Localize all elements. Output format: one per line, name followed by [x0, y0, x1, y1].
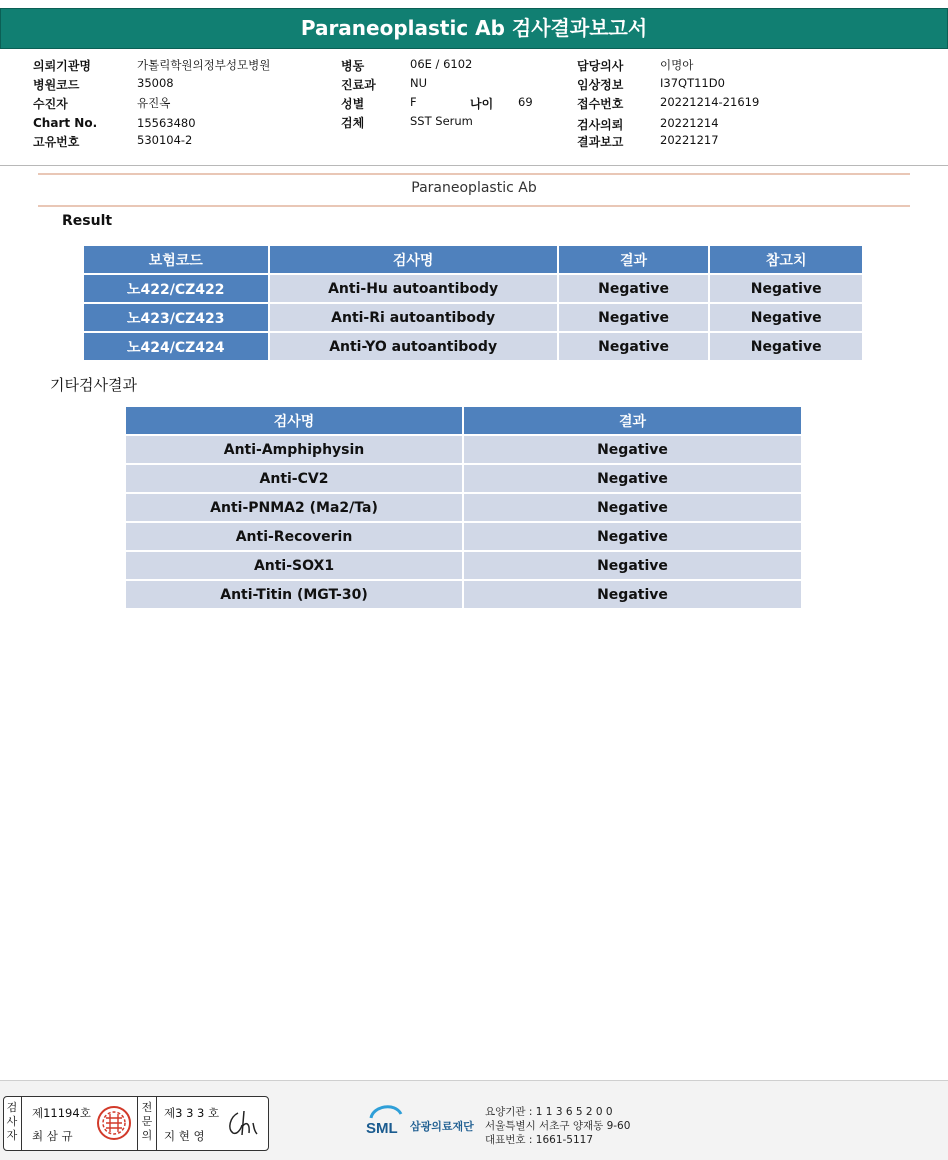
- header-divider: [0, 165, 948, 166]
- info-label-clinical-info: 임상정보: [577, 78, 624, 92]
- signature-divider: [21, 1097, 22, 1150]
- reference-cell: Negative: [710, 304, 862, 331]
- test-name-cell: Anti-Amphiphysin: [126, 436, 462, 463]
- info-label-request-date: 검사의뢰: [577, 118, 624, 132]
- table-row: [126, 465, 801, 492]
- specialist-label: [140, 1101, 154, 1143]
- info-value-physician: 이명아: [660, 58, 694, 72]
- info-value-hospital-code: 35008: [137, 76, 174, 90]
- info-value-report-date: 20221217: [660, 133, 719, 147]
- info-value-ward: 06E / 6102: [410, 57, 473, 71]
- test-name-cell: Anti-SOX1: [126, 552, 462, 579]
- signature-divider: [156, 1097, 157, 1150]
- table-row: [126, 494, 801, 521]
- col-header-result: 결과: [559, 246, 709, 273]
- handwritten-signature-icon: [224, 1107, 262, 1141]
- sml-logo-icon: [365, 1100, 407, 1142]
- info-label-report-date: 결과보고: [577, 135, 624, 149]
- info-label-hospital-code: 병원코드: [33, 78, 80, 92]
- section-bottom-divider: [38, 205, 910, 207]
- organization-phone: 대표번호 : 1661-5117: [485, 1134, 594, 1146]
- result-cell: Negative: [464, 552, 801, 579]
- test-name-cell: Anti-PNMA2 (Ma2/Ta): [126, 494, 462, 521]
- table-row: [126, 581, 801, 608]
- section-title: Paraneoplastic Ab: [411, 180, 537, 196]
- examiner-label-text: 검 사 자: [6, 1101, 18, 1142]
- result-cell: Negative: [559, 333, 709, 360]
- info-value-unique-no: 530104-2: [137, 133, 193, 147]
- info-label-department: 진료과: [341, 78, 376, 92]
- info-label-institution: 의뢰기관명: [33, 59, 91, 73]
- result-cell: Negative: [464, 494, 801, 521]
- info-label-age: 나이: [470, 97, 494, 111]
- info-value-request-date: 20221214: [660, 116, 719, 130]
- info-value-age: 69: [518, 95, 533, 109]
- insurance-code-cell: 노422/CZ422: [84, 275, 268, 302]
- test-name-cell: Anti-CV2: [126, 465, 462, 492]
- col-header-test-name: 검사명: [270, 246, 557, 273]
- info-label-unique-no: 고유번호: [33, 135, 80, 149]
- examiner-label: [5, 1101, 19, 1143]
- examiner-name: 최 삼 규: [32, 1129, 73, 1143]
- other-table-header-row: [126, 407, 801, 434]
- info-label-sex: 성별: [341, 97, 365, 111]
- test-name-cell: Anti-Ri autoantibody: [270, 304, 557, 331]
- info-label-patient: 수진자: [33, 97, 68, 111]
- table-row: [126, 436, 801, 463]
- seal-stamp-icon: [96, 1105, 132, 1141]
- info-label-physician: 담당의사: [577, 59, 624, 73]
- info-label-chart-no: Chart No.: [33, 116, 98, 130]
- info-value-institution: 가톨릭학원의정부성모병원: [137, 58, 271, 72]
- result-cell: Negative: [464, 523, 801, 550]
- col-header-test-name: 검사명: [126, 407, 462, 434]
- table-row: [84, 333, 862, 360]
- result-cell: Negative: [559, 275, 709, 302]
- test-name-cell: Anti-Hu autoantibody: [270, 275, 557, 302]
- col-header-insurance-code: 보험코드: [84, 246, 268, 273]
- insurance-code-cell: 노424/CZ424: [84, 333, 268, 360]
- signature-divider: [137, 1097, 138, 1150]
- other-results-heading: 기타검사결과: [50, 376, 137, 394]
- info-value-specimen: SST Serum: [410, 114, 473, 128]
- signature-box: [3, 1096, 269, 1151]
- info-value-clinical-info: I37QT11D0: [660, 76, 725, 90]
- result-table: [82, 244, 864, 362]
- info-value-department: NU: [410, 76, 428, 90]
- result-heading: Result: [62, 213, 113, 229]
- col-header-reference: 참고치: [710, 246, 862, 273]
- table-row: [84, 304, 862, 331]
- info-value-accession-no: 20221214-21619: [660, 95, 760, 109]
- sml-logo-text: SML: [366, 1120, 398, 1137]
- info-value-sex: F: [410, 95, 417, 109]
- col-header-result: 결과: [464, 407, 801, 434]
- info-label-accession-no: 접수번호: [577, 97, 624, 111]
- result-cell: Negative: [464, 581, 801, 608]
- info-value-patient: 유진옥: [137, 96, 171, 110]
- test-name-cell: Anti-YO autoantibody: [270, 333, 557, 360]
- result-cell: Negative: [559, 304, 709, 331]
- report-title: Paraneoplastic Ab 검사결과보고서: [0, 8, 948, 49]
- test-name-cell: Anti-Recoverin: [126, 523, 462, 550]
- other-results-table: [124, 405, 803, 610]
- result-cell: Negative: [464, 436, 801, 463]
- reference-cell: Negative: [710, 275, 862, 302]
- specialist-label-text: 전 문 의: [141, 1101, 153, 1142]
- info-label-ward: 병동: [341, 59, 365, 73]
- test-name-cell: Anti-Titin (MGT-30): [126, 581, 462, 608]
- examiner-number: 제11194호: [32, 1106, 91, 1120]
- table-row: [126, 552, 801, 579]
- section-top-divider: [38, 173, 910, 175]
- specialist-name: 지 현 영: [164, 1129, 205, 1143]
- organization-name: 삼광의료재단: [410, 1120, 474, 1133]
- reference-cell: Negative: [710, 333, 862, 360]
- table-row: [84, 275, 862, 302]
- footer-divider: [0, 1080, 948, 1081]
- info-value-chart-no: 15563480: [137, 116, 196, 130]
- table-row: [126, 523, 801, 550]
- result-table-header-row: [84, 246, 862, 273]
- result-cell: Negative: [464, 465, 801, 492]
- organization-address: 서울특별시 서초구 양재동 9-60: [485, 1120, 631, 1132]
- specialist-number: 제3 3 3 호: [164, 1106, 220, 1120]
- info-label-specimen: 검체: [341, 116, 365, 130]
- care-institution-code: 요양기관 : 1 1 3 6 5 2 0 0: [485, 1106, 613, 1118]
- insurance-code-cell: 노423/CZ423: [84, 304, 268, 331]
